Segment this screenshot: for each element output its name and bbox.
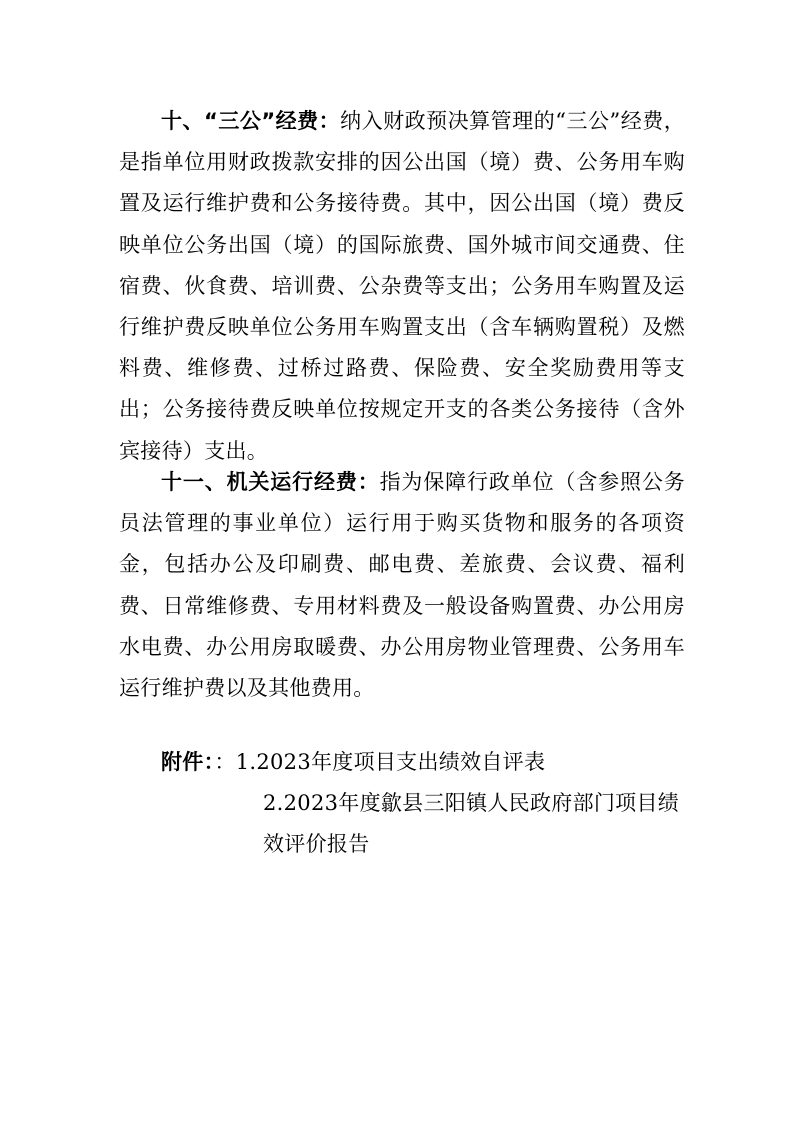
section-eleven-body: 指为保障行政单位（含参照公务员法管理的事业单位）运行用于购买货物和服务的各项资金，包括办公及印刷费、邮电费、差旅费、会议费、福利费、日常维修费、专用材料费及一般设备购置费、办公用房水电费、办公用房取暖费、办公用房物业管理费、公务用车运行维护费以及其他费用。 — [119, 470, 686, 701]
section-ten-body: 纳入财政预决算管理的“三公”经费，是指单位用财政拨款安排的因公出国（境）费、公务用车购置及运行维护费和公务接待费。其中，因公出国（境）费反映单位公务出国（境）的国际旅费、国外城市间交通费、住宿费、伙食费、培训费、公杂费等支出；公务用车购置及运行维护费反映单位公务用车购置支出（含车辆购置税）及燃料费、维修费、过桥过路费、保险费、安全奖励费用等支出；公务接待费反映单位按规定开支的各类公务接待（含外宾接待）支出。 — [119, 109, 685, 463]
attachment-item-2: 2.2023年度歙县三阳镇人民政府部门项目绩效评价报告 — [263, 791, 680, 857]
attachment-line-1 — [161, 742, 727, 783]
section-eleven-paragraph — [119, 462, 685, 709]
attachment-item-1: ：1.2023年度项目支出绩效自评表 — [214, 750, 546, 774]
attachment-label: 附件： — [161, 750, 215, 774]
section-ten-heading: 十、“三公”经费： — [161, 109, 341, 133]
section-ten-paragraph — [119, 101, 685, 472]
section-eleven — [119, 462, 685, 709]
attachment-line-2 — [119, 783, 685, 865]
section-eleven-heading: 十一、机关运行经费： — [161, 470, 380, 494]
section-ten — [119, 101, 685, 472]
